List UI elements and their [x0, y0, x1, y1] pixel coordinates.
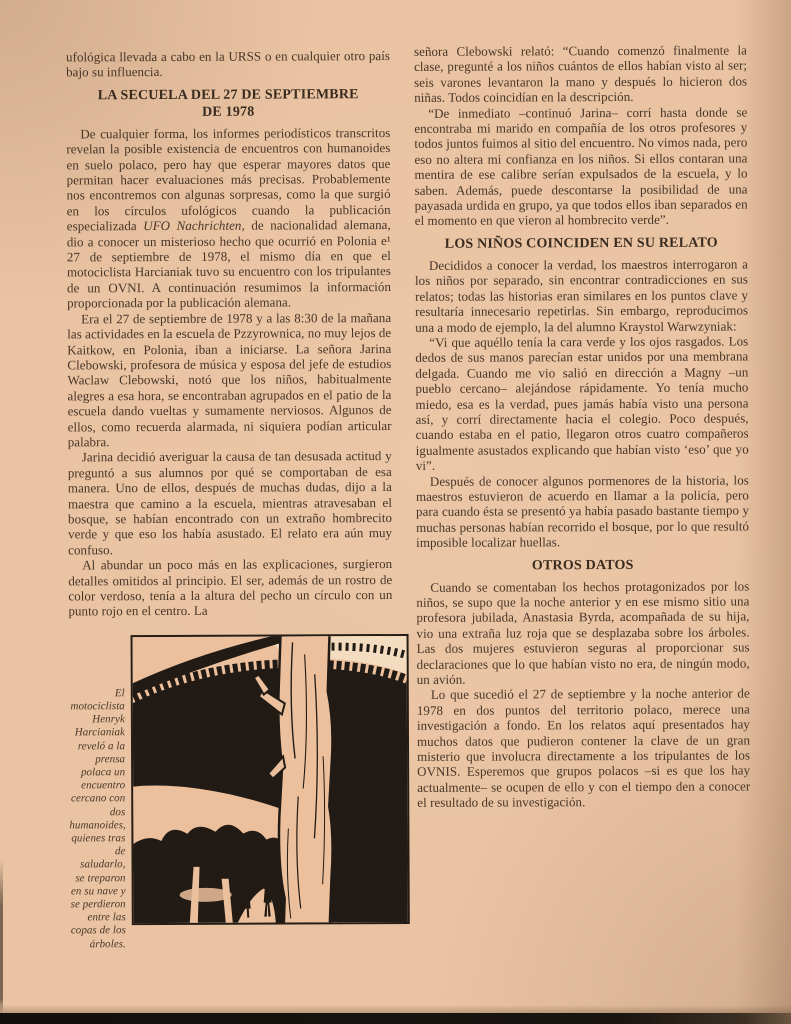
illustration-frame — [131, 634, 410, 925]
figure — [69, 634, 410, 952]
scan-left-edge — [0, 860, 3, 1014]
figure-caption: El motociclista Henryk Harcianiak reveló a la prensa polaca un encuentro cercano con dos humanoides, quienes tras de saludarlo, se treparon en su nave y se perdieron entre las copas de los árboles. — [69, 686, 126, 951]
section-heading-line: LA SECUELA DEL 27 DE SEPTIEMBRE — [97, 86, 359, 104]
text-run: De cualquier forma, los informes periodísticos transcritos revelan la posible existencia de encuentros con humanoides en suelo polaco, pero hay que esperar mayores datos que permitan hacer evaluaciones más precisas. Probablemente nos encontremos con algunas sorpresas, como la que surgió en los círculos ufológicos cuando la publicación especializada — [66, 124, 391, 234]
paragraph: Era el 27 de septiembre de 1978 y a las 8:30 de la mañana las actividades en la escuela de Pzzyrownica, no muy lejos de Kaitkow, en Polonia, iban a iniciarse. La señora Jarina Clebowski, profesora de música y esposa del jefe de estudios Waclaw Clebowski, notó que los niños, habitualmente alegres a esa hora, se encontraban agrupados en el patio de la escuela dando vueltas y sumamente nerviosos. Algunos de ellos, como recuerda alarmada, ni siquiera podían articular palabra. — [67, 309, 392, 450]
right-column — [414, 42, 750, 810]
paragraph: señora Clebowski relató: “Cuando comenzó finalmente la clase, pregunté a los niños cuántos de ellos habían visto al ser; seis varones levantaron la mano y después lo hicieron dos niñas. Todos coincidían en la descripción. — [413, 42, 748, 106]
left-column — [66, 48, 394, 951]
italic-text-run: UFO Nachrichten, — [143, 217, 245, 234]
paragraph — [66, 125, 391, 311]
right-column-blocks — [414, 42, 750, 810]
section-heading-line: LOS NIÑOS COINCIDEN EN SU RELATO — [444, 235, 718, 252]
left-column-blocks — [66, 48, 392, 619]
ufo-over-forest-illustration-icon — [133, 636, 408, 923]
paragraph: Jarina decidió averiguar la causa de tan desusada actitud y preguntó a sus alumnos por qué se comportaban de esa manera. Uno de ellos, después de muchas dudas, dijo a la maestra que camino a la escuela, mientras atravesaban el bosque, se habían encontrado con un extraño hombrecito verde y que eso los había asustado. El relato era aún muy confuso. — [67, 448, 393, 558]
section-heading — [415, 234, 748, 252]
paragraph: “Vi que aquéllo tenía la cara verde y los ojos rasgados. Los dedos de sus manos parecían estar unidos por una membrana delgada. Cuando me vio salió en dirección a Magny –un pueblo cercano– alejándose rápidamente. Yo tenía mucho miedo, esa es la verdad, pues jamás había visto una persona así, y corrí directamente hacia el colegio. Poco después, cuando estaba en el patio, llegaron otros cuatro compañeros igualmente asustados explicando que habían visto ‘eso’ que yo vi”. — [415, 333, 749, 474]
section-heading — [416, 556, 749, 574]
paragraph: Lo que sucedió el 27 de septiembre y la noche anterior de 1978 en dos puntos del territorio polaco, merece una investigación a fondo. En los relatos aquí presentados hay muchos datos que pudieron contener la clave de un gran misterio que involucra directamente a los tripulantes de los OVNIS. Esperemos que grupos polacos –si es que los hay actualmente– se ocupen de ello y con el tiempo den a conocer el resultado de su investigación. — [416, 685, 751, 811]
paragraph: Al abundar un poco más en las explicaciones, surgieron detalles omitidos al principio. El ser, además de un rostro de color verdoso, tenía a la altura del pecho un círculo con un punto rojo en el centro. La — [68, 556, 393, 619]
paragraph: Decididos a conocer la verdad, los maestros interrogaron a los niños por separado, sin encontrar contradicciones en sus relatos; todas las historias eran similares en los puntos clave y resultaría innecesario repetirlas. Sin embargo, reproducimos una a modo de ejemplo, la del alumno Kraystol Warwzyniak: — [414, 256, 749, 335]
scan-bottom-shadow — [0, 1005, 791, 1013]
section-heading — [66, 86, 390, 121]
paragraph: Cuando se comentaban los hechos protagonizados por los niños, se supo que la noche anterior y en ese mismo sitio una profesora jubilada, Anastasia Byrda, acompañada de su hija, vio una extraña luz roja que se desplazaba sobre los árboles. Las dos mujeres estuvieron seguras al proporcionar sus declaraciones que lo que habían visto no era, de ningún modo, un avión. — [416, 578, 750, 687]
paragraph: “De inmediato –continuó Jarina– corrí hasta donde se encontraba mi marido en compañía de los otros profesores y todos juntos fuimos al sitio del encuentro. No vimos nada, pero eso no altera mi confianza en los niños. Si ellos contaran una mentira de ese calibre serían expulsados de la escuela, y lo saben. Además, puede descontarse la posibilidad de una payasada urdida en grupo, ya que todos ellos iban separados en el momento en que vieron al hombrecito verde”. — [414, 104, 748, 229]
section-heading-line: OTROS DATOS — [531, 557, 634, 573]
paragraph: ufológica llevada a cabo en la URSS o en cualquier otro país bajo su influencia. — [65, 48, 391, 80]
text-run: de nacionalidad alemana, dio a conocer un misterioso hecho que ocurrió en Polonia e¹ 27 de septiembre de 1978, el mismo día en que el motociclista Harcianiak tuvo su encuentro con los tripulantes de un OVNI. A continuación resumimos la información proporcionada por la publicación alemana. — [66, 217, 392, 311]
section-heading-line: DE 1978 — [202, 104, 255, 120]
paragraph: Después de conocer algunos pormenores de la historia, los maestros estuvieron de acuerdo en llamar a la policía, pero para cuando ésta se presentó ya había pasado bastante tiempo y muchas personas habían recorrido el bosque, por lo que resultó imposible localizar huellas. — [415, 472, 750, 551]
scan-bottom-edge — [0, 1013, 791, 1024]
